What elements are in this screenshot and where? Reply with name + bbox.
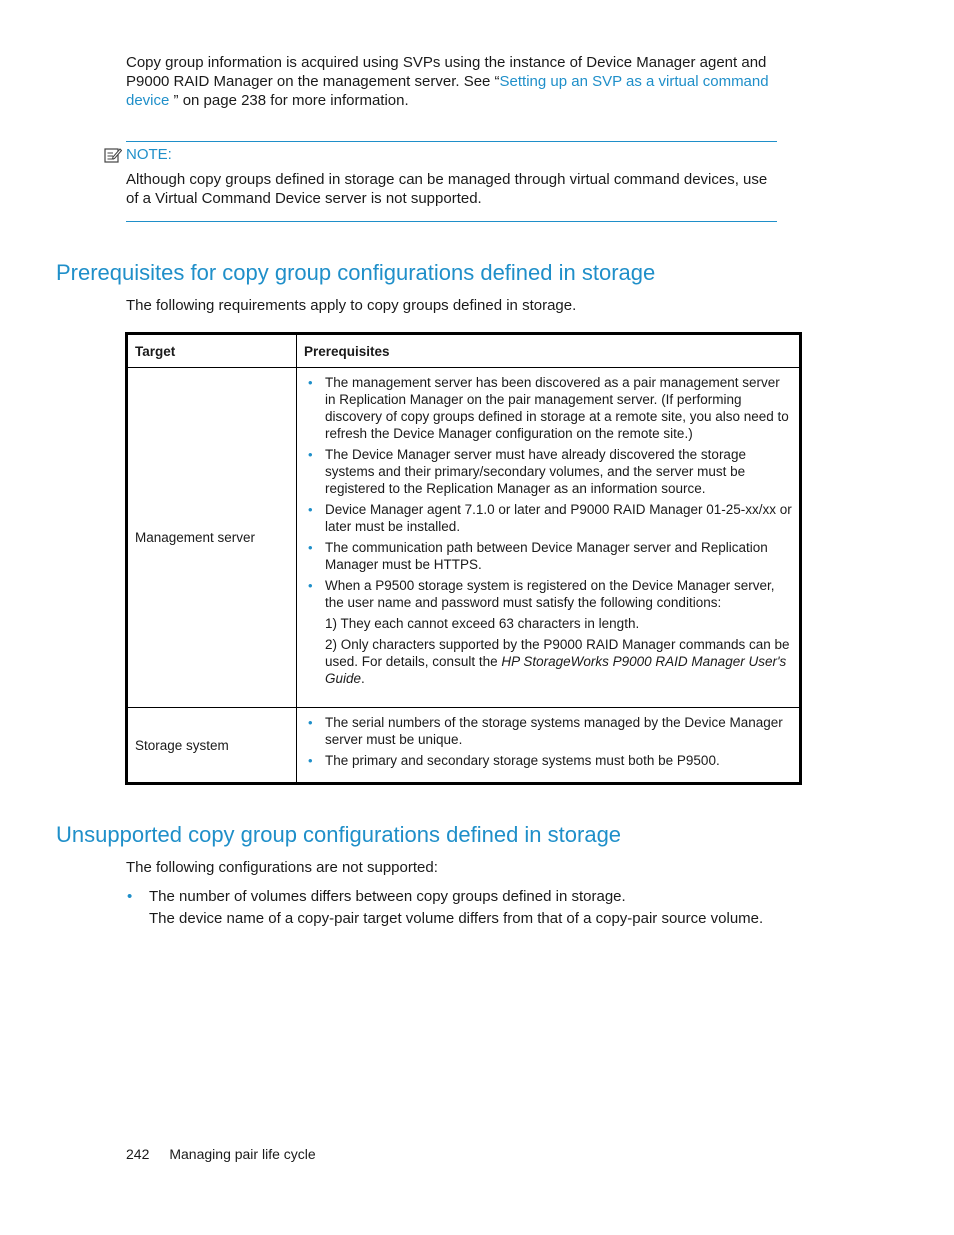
list-item-continuation: The device name of a copy-pair target volume differs from that of a copy-pair source volume. [149, 910, 764, 927]
list-item: • The primary and secondary storage systems must both be P9500. [308, 753, 720, 768]
unsupported-heading: Unsupported copy group configurations defined in storage [56, 822, 622, 847]
unsupported-list [126, 886, 826, 930]
bullet-icon: • [308, 375, 313, 390]
table-header-row [127, 334, 801, 368]
note-top-rule [126, 141, 777, 142]
svp-setup-link[interactable]: Setting up an SVP as a virtual command device [126, 73, 769, 109]
list-item: • The management server has been discovered as a pair management server in Replication Manager on the pair management server. (If performing discovery of copy groups defined in storage at a remote site, you also need to refresh the Device Manager configuration on the remote site.) [308, 375, 789, 441]
list-item: • Device Manager agent 7.1.0 or later and P9000 RAID Manager 01-25-xx/xx or later must be installed. [308, 502, 792, 534]
condition-1: 1) They each cannot exceed 63 characters in length. [325, 616, 640, 631]
list-item: • The serial numbers of the storage systems managed by the Device Manager server must be unique. [308, 715, 783, 747]
note-header [104, 145, 172, 164]
list-item: • The Device Manager server must have already discovered the storage systems and their primary/secondary volumes, and the server must be registered to the Replication Manager as an information source. [308, 447, 746, 496]
note-pencil-icon [104, 147, 122, 163]
intro-text-before: Copy group information is acquired using SVPs using the instance of Device Manager agent and P9000 RAID Manager on the management server. See “ [126, 54, 767, 90]
page-number: 242 [126, 1146, 150, 1162]
bullet-icon: • [308, 540, 313, 555]
list-item: • The number of volumes differs between copy groups defined in storage. The device name of a copy-pair target volume differs from that of a copy-pair source volume. [127, 888, 764, 927]
intro-paragraph [126, 53, 786, 110]
unsupported-intro: The following configurations are not supported: [126, 859, 438, 876]
prerequisites-intro: The following requirements apply to copy groups defined in storage. [126, 297, 577, 314]
bullet-icon: • [127, 888, 133, 905]
note-body: Although copy groups defined in storage can be managed through virtual command devices, use of a Virtual Command Device server is not supported. [126, 171, 768, 207]
guide-title: HP StorageWorks P9000 RAID Manager User's Guide [325, 654, 787, 686]
list-item: • The communication path between Device Manager server and Replication Manager must be HTTPS. [308, 540, 768, 572]
intro-text-after: ” on page 238 for more information. [169, 92, 409, 109]
bullet-icon: • [308, 447, 313, 462]
prerequisites-heading: Prerequisites for copy group configurations defined in storage [56, 260, 656, 285]
row-target-management-server: Management server [127, 368, 297, 708]
list-item: • When a P9500 storage system is registered on the Device Manager server, the user name and password must satisfy the following conditions: 1) They each cannot exceed 63 characters in length. 2) Only characters supported by the P9000 RAID Manager commands can be used. For details, consult the HP StorageWorks P9000 RAID Manager User's Guide. [304, 577, 792, 687]
row-prereqs-management-server [297, 368, 801, 708]
page-footer [126, 1145, 316, 1163]
row-prereqs-storage-system [297, 708, 801, 784]
note-bottom-rule [126, 221, 777, 222]
bullet-icon: • [308, 578, 313, 593]
header-prerequisites: Prerequisites [297, 334, 801, 368]
bullet-icon: • [308, 715, 313, 730]
prerequisites-table [125, 332, 802, 785]
condition-2: 2) Only characters supported by the P9000 RAID Manager commands can be used. For details, consult the HP StorageWorks P9000 RAID Manager User's Guide. [325, 637, 790, 686]
bullet-icon: • [308, 502, 313, 517]
bullet-icon: • [308, 753, 313, 768]
table-row [127, 368, 801, 708]
chapter-title: Managing pair life cycle [169, 1146, 316, 1162]
table-row [127, 708, 801, 784]
note-label: NOTE: [126, 146, 172, 163]
row-target-storage-system: Storage system [127, 708, 297, 784]
header-target: Target [127, 334, 297, 368]
